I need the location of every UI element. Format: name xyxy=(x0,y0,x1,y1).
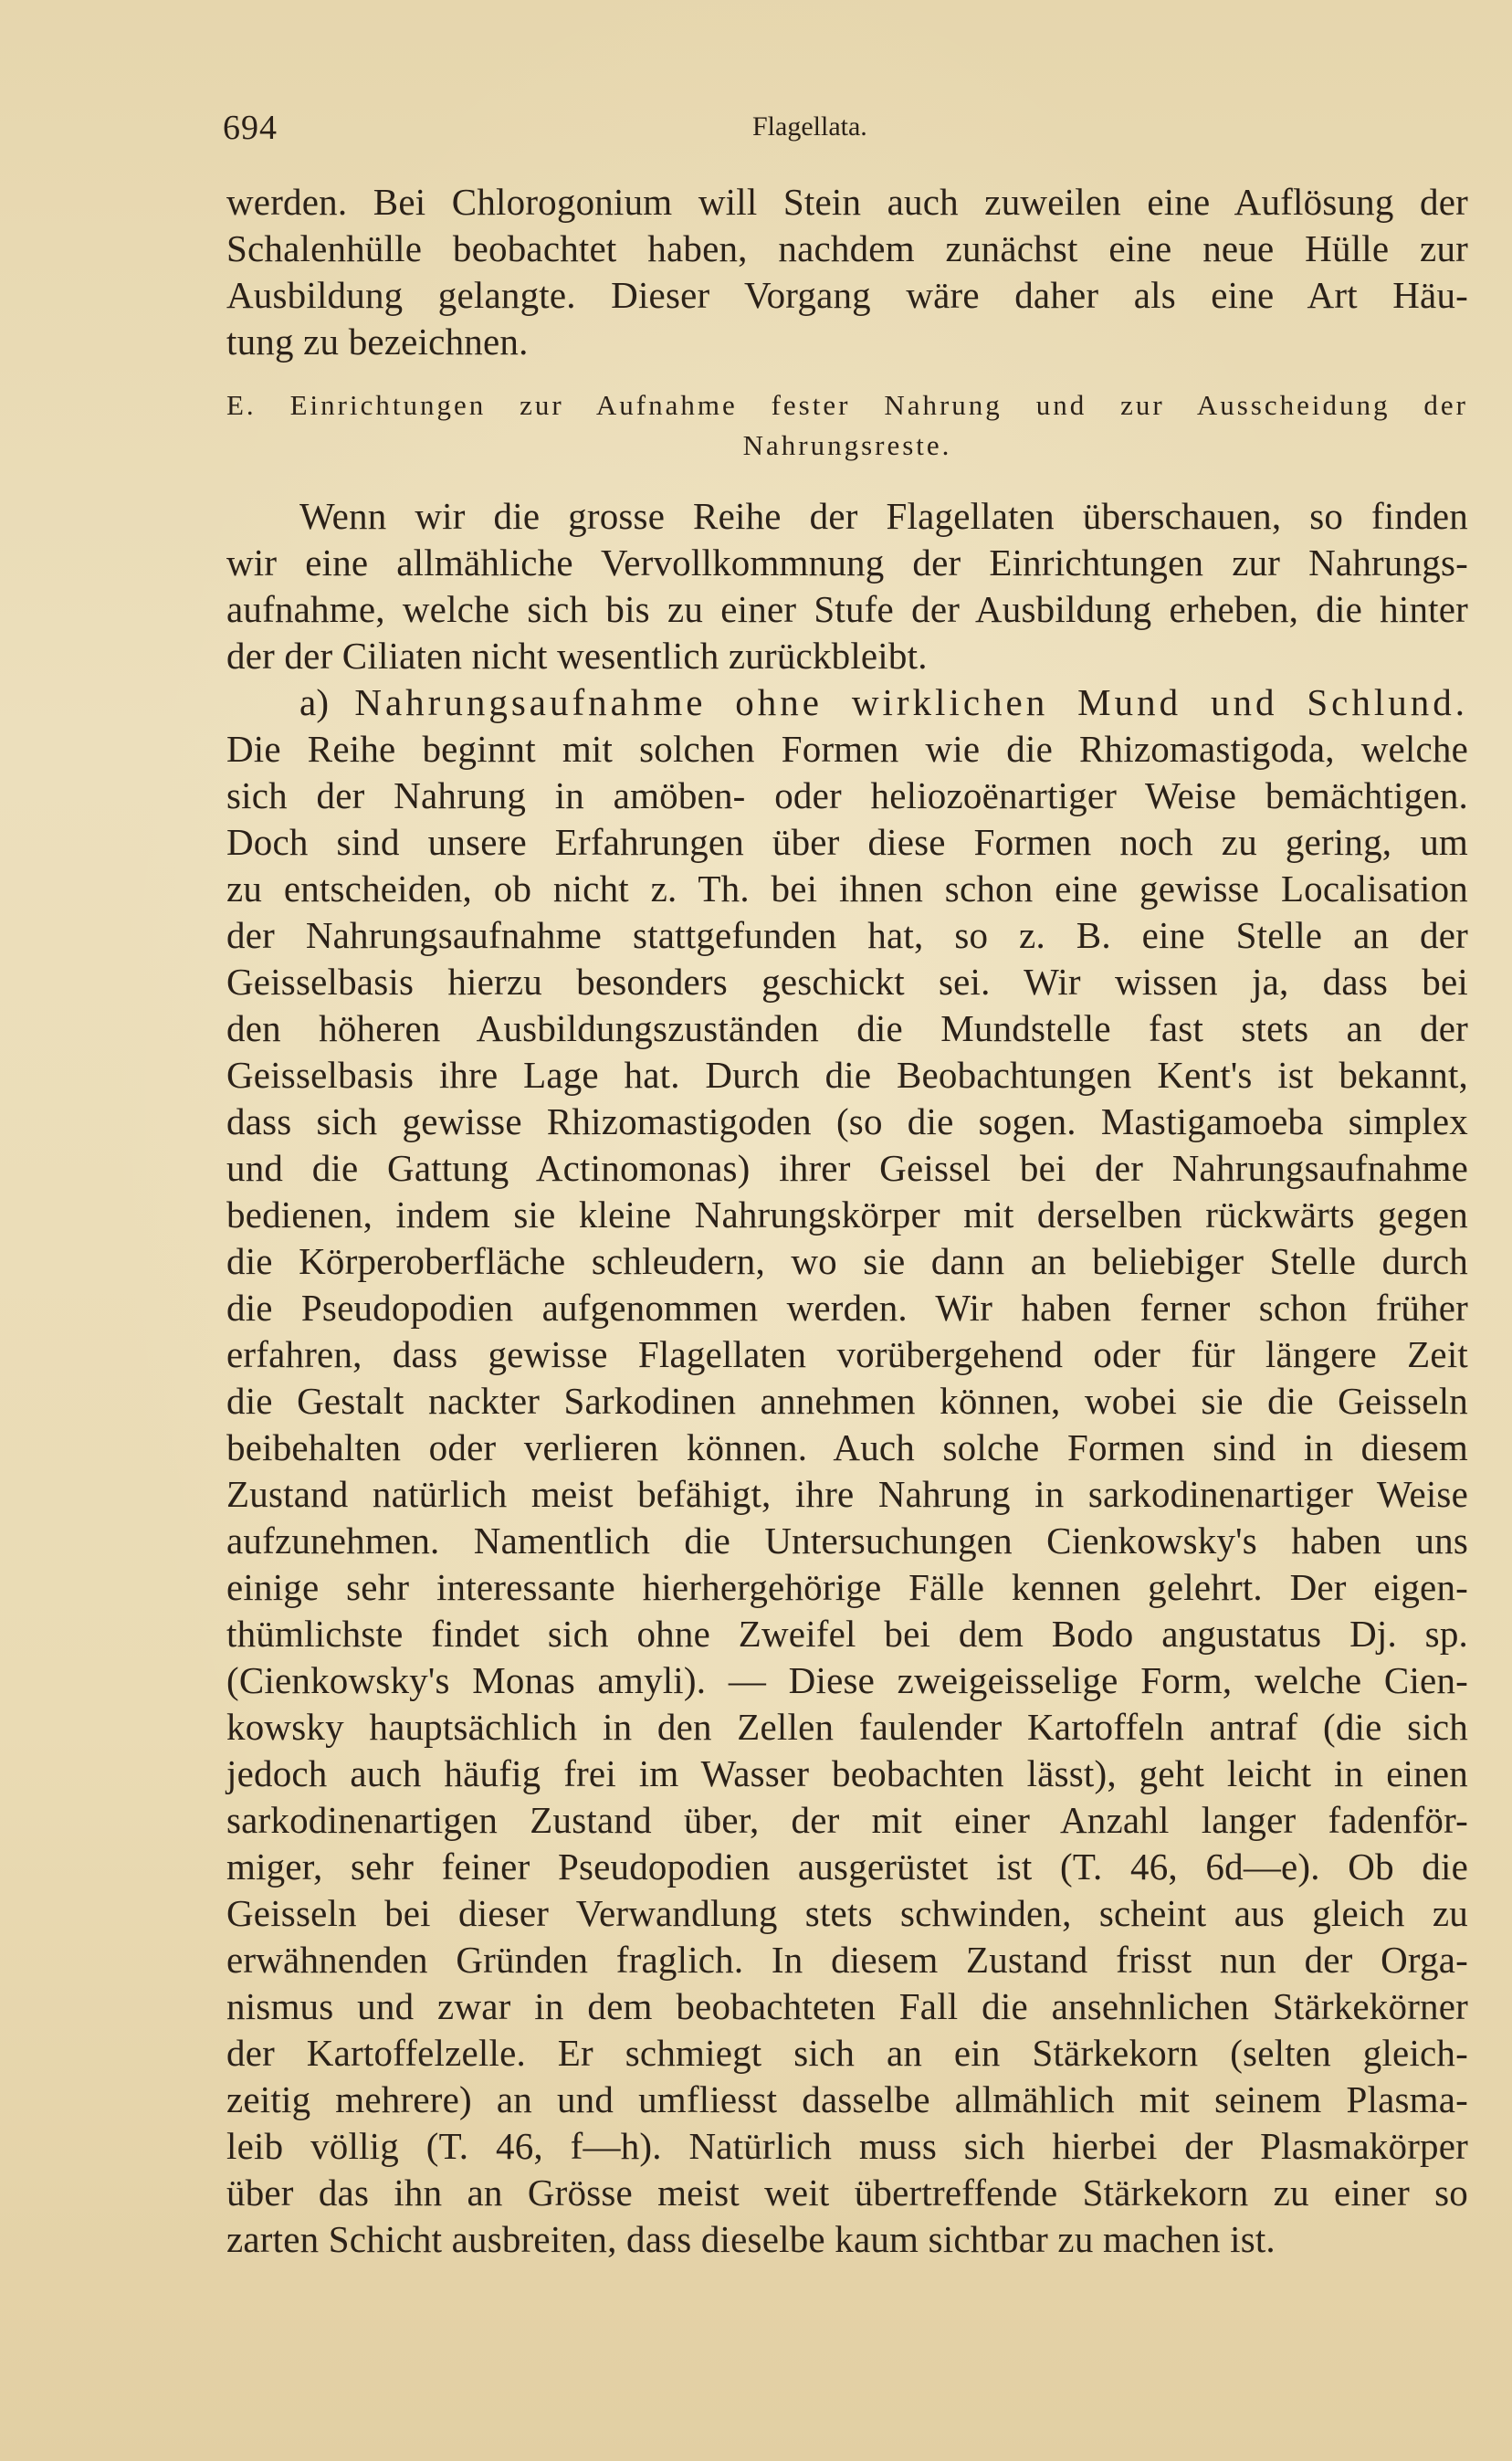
body-text xyxy=(226,179,1468,2263)
text-line: miger, sehr feiner Pseudopodien ausgerüstet ist (T. 46, 6d—e). Ob die xyxy=(226,1846,1468,1888)
spacer xyxy=(226,365,1468,385)
text-line: der Nahrungsaufnahme stattgefunden hat, so z. B. eine Stelle an der xyxy=(226,914,1468,956)
text-line: die Gestalt nackter Sarkodinen annehmen können, wobei sie die Geisseln xyxy=(226,1380,1468,1422)
text-line: kowsky hauptsächlich in den Zellen faulender Kartoffeln antraf (die sich xyxy=(226,1706,1468,1748)
text-line: der der Ciliaten nicht wesentlich zurückbleibt. xyxy=(226,635,928,677)
paragraph-3 xyxy=(226,679,1468,2263)
text-line: Ausbildung gelangte. Dieser Vorgang wäre daher als eine Art Häu- xyxy=(226,274,1468,316)
text-line: zeitig mehrere) an und umfliesst dasselbe allmählich mit seinem Plasma- xyxy=(226,2078,1468,2120)
text-line: die Körperoberfläche schleudern, wo sie dann an beliebiger Stelle durch xyxy=(226,1240,1468,1282)
text-line: thümlichste findet sich ohne Zweifel bei dem Bodo angustatus Dj. sp. xyxy=(226,1613,1468,1655)
subsection-prefix: a) xyxy=(299,681,355,723)
text-line: Geisseln bei dieser Verwandlung stets schwinden, scheint aus gleich zu xyxy=(226,1892,1468,1934)
text-line: Wenn wir die grosse Reihe der Flagellaten überschauen, so finden xyxy=(299,495,1468,537)
text-line: Doch sind unsere Erfahrungen über diese Formen noch zu gering, um xyxy=(226,821,1468,863)
text-line: erwähnenden Gründen fraglich. In diesem Zustand frisst nun der Orga- xyxy=(226,1939,1468,1981)
page-header xyxy=(223,108,1465,163)
paragraph-3-lines xyxy=(226,726,1468,2263)
text-line: aufzunehmen. Namentlich die Untersuchungen Cienkowsky's haben uns xyxy=(226,1520,1468,1562)
text-line: die Pseudopodien aufgenommen werden. Wir haben ferner schon früher xyxy=(226,1287,1468,1329)
text-line: nismus und zwar in dem beobachteten Fall die ansehnlichen Stärkekörner xyxy=(226,1985,1468,2027)
text-line: dass sich gewisse Rhizomastigoden (so die sogen. Mastigamoeba simplex xyxy=(226,1100,1468,1142)
text-line: Die Reihe beginnt mit solchen Formen wie die Rhizomastigoda, welche xyxy=(226,728,1468,770)
text-line: den höheren Ausbildungszuständen die Mundstelle fast stets an der xyxy=(226,1007,1468,1049)
running-title: Flagellata. xyxy=(752,111,867,142)
text-line: wir eine allmähliche Vervollkommnung der Einrichtungen zur Nahrungs- xyxy=(226,542,1468,584)
paragraph-2 xyxy=(226,493,1468,679)
heading-line: Nahrungsreste. xyxy=(742,429,952,461)
text-line: aufnahme, welche sich bis zu einer Stufe der Ausbildung erheben, die hinter xyxy=(226,588,1468,630)
text-line: erfahren, dass gewisse Flagellaten vorübergehend oder für längere Zeit xyxy=(226,1333,1468,1375)
page-number: 694 xyxy=(223,109,278,147)
subsection-title: Nahrungsaufnahme ohne wirklichen Mund und Schlund. xyxy=(354,681,1469,723)
text-line: beibehalten oder verlieren können. Auch solche Formen sind in diesem xyxy=(226,1426,1468,1468)
text-line: (Cienkowsky's Monas amyli). — Diese zweigeisselige Form, welche Cien- xyxy=(226,1659,1468,1701)
text-line: zu entscheiden, ob nicht z. Th. bei ihnen schon eine gewisse Localisation xyxy=(226,868,1468,910)
heading-line: E. Einrichtungen zur Aufnahme fester Nahrung und zur Ausscheidung der xyxy=(226,389,1468,421)
text-line: leib völlig (T. 46, f—h). Natürlich muss sich hierbei der Plasmakörper xyxy=(226,2125,1468,2167)
text-line: sich der Nahrung in amöben- oder heliozoënartiger Weise bemächtigen. xyxy=(226,774,1468,816)
text-line: über das ihn an Grösse meist weit übertreffende Stärkekorn zu einer so xyxy=(226,2172,1468,2214)
text-line: Zustand natürlich meist befähigt, ihre Nahrung in sarkodinenartiger Weise xyxy=(226,1473,1468,1515)
text-line: werden. Bei Chlorogonium will Stein auch zuweilen eine Auflösung der xyxy=(226,181,1468,223)
spacer xyxy=(226,466,1468,493)
section-heading xyxy=(226,385,1468,466)
text-line: Schalenhülle beobachtet haben, nachdem zunächst eine neue Hülle zur xyxy=(226,227,1468,269)
text-line: und die Gattung Actinomonas) ihrer Geissel bei der Nahrungsaufnahme xyxy=(226,1147,1468,1189)
text-line: jedoch auch häufig frei im Wasser beobachten lässt), geht leicht in einen xyxy=(226,1752,1468,1794)
paragraph-1 xyxy=(226,179,1468,365)
text-line: zarten Schicht ausbreiten, dass dieselbe kaum sichtbar zu machen ist. xyxy=(226,2218,1276,2260)
text-line: der Kartoffelzelle. Er schmiegt sich an ein Stärkekorn (selten gleich- xyxy=(226,2032,1468,2074)
text-line: einige sehr interessante hierhergehörige Fälle kennen gelehrt. Der eigen- xyxy=(226,1566,1468,1608)
subsection-line xyxy=(226,679,1468,726)
text-line: Geisselbasis hierzu besonders geschickt sei. Wir wissen ja, dass bei xyxy=(226,961,1468,1003)
text-line: bedienen, indem sie kleine Nahrungskörper mit derselben rückwärts gegen xyxy=(226,1194,1468,1236)
text-line: sarkodinenartigen Zustand über, der mit einer Anzahl langer fadenför- xyxy=(226,1799,1468,1841)
text-line: tung zu bezeichnen. xyxy=(226,321,529,363)
text-line: Geisselbasis ihre Lage hat. Durch die Beobachtungen Kent's ist bekannt, xyxy=(226,1054,1468,1096)
